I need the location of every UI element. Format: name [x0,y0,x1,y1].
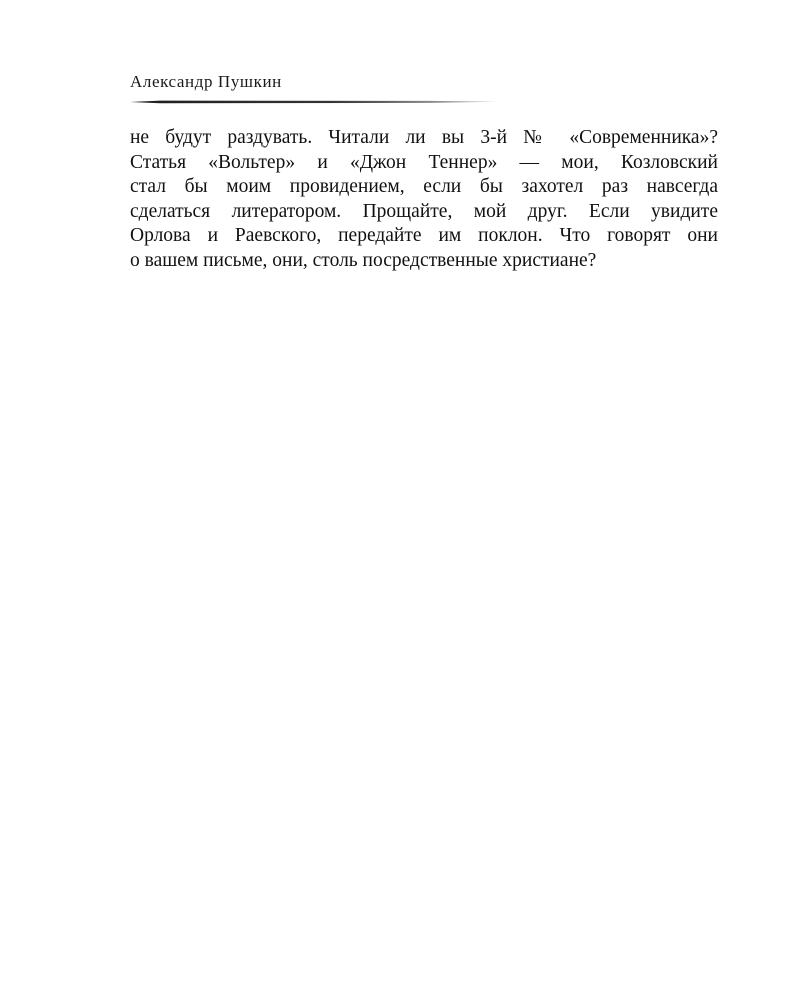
text-line-1: не будут раздувать. Читали ли вы 3-й № «Современника»? [130,127,718,148]
header-rule [130,100,498,104]
text-line-4: сделаться литератором. Прощайте, мой друг. Если увидите [130,200,718,222]
text-line-5: Орлова и Раевского, передайте им поклон. Что говорят они [130,225,718,247]
text-line-3: стал бы моим провидением, если бы захотел раз навсегда [130,176,718,198]
text-line-6: о вашем письме, они, столь посредственные христиане? [130,249,597,271]
letter-body-text [130,126,718,274]
text-line-2: Статья «Вольтер» и «Джон Теннер» — мои, Козловский [130,151,718,173]
running-header-title: Александр Пушкин [130,72,282,91]
